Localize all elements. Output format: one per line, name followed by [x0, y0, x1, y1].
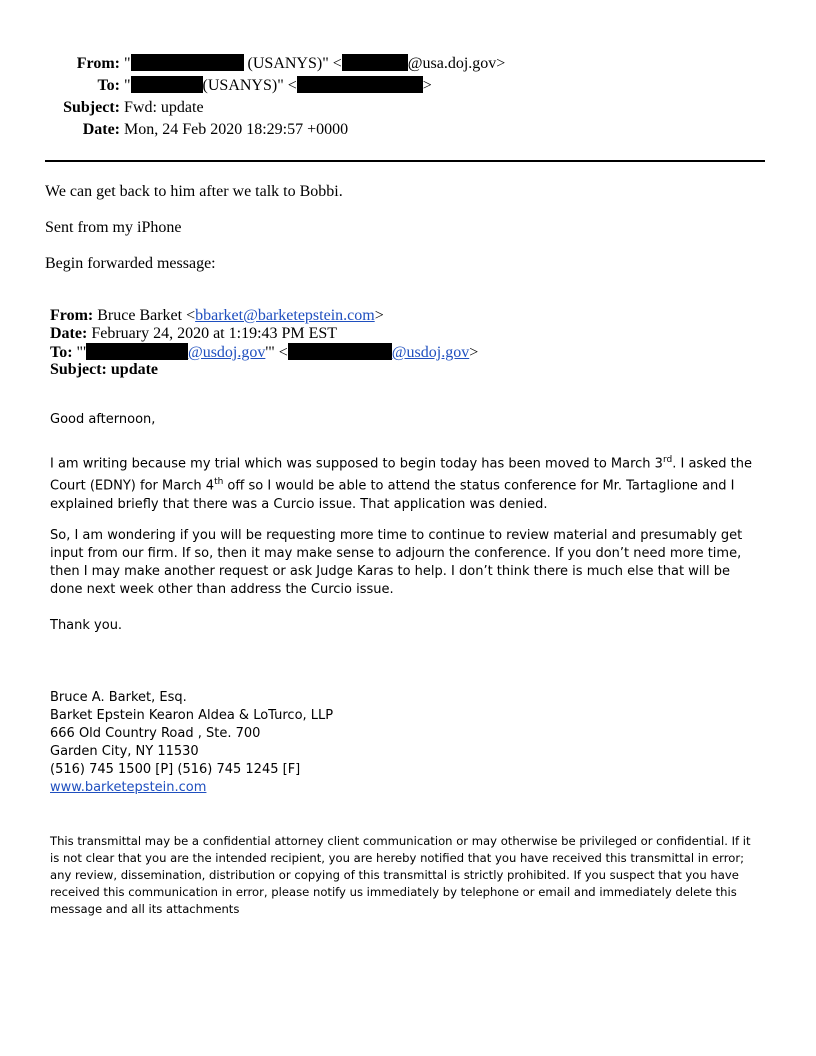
redaction-box [342, 54, 408, 71]
closing: Thank you. [50, 618, 123, 633]
subject-value: Fwd: update [124, 99, 204, 116]
recipient-email-link-2[interactable]: @usdoj.gov [391, 344, 470, 361]
fwd-to-label: To: [50, 344, 73, 361]
fwd-subject-row: Subject: update [50, 361, 159, 378]
fwd-subject-label: Subject: [50, 361, 107, 378]
redaction-box [288, 343, 392, 360]
forwarded-intro: Begin forwarded message: [45, 255, 216, 272]
signature-firm: Barket Epstein Kearon Aldea & LoTurco, LLP [50, 708, 334, 723]
fwd-from-label: From: [50, 307, 94, 324]
greeting: Good afternoon, [50, 412, 156, 427]
confidentiality-disclaimer: This transmittal may be a confidential attorney client communication or may otherwise be privileged or confidential. If it is not clear that you are the intended recipient, you are hereby notified that you have received this transmittal in error; any review, dissemination, distribution or copying of this transmittal is strictly prohibited. If you suspect that you have received this communication in error, please notify us immediately by telephone or email and immediately delete this message and all its attachments [50, 834, 751, 916]
signature-block [50, 689, 762, 797]
to-value: " (USANYS)" < > [124, 77, 432, 94]
forwarded-header [50, 307, 478, 379]
subject-label: Subject: [63, 99, 120, 116]
to-label: To: [97, 77, 120, 94]
redaction-box [86, 343, 188, 360]
redaction-box [131, 76, 203, 93]
fwd-date-row: Date: February 24, 2020 at 1:19:43 PM EST [50, 325, 338, 342]
redaction-box [131, 54, 244, 71]
message-line: We can get back to him after we talk to Bobbi. [45, 183, 343, 200]
from-value: " (USANYS)" < @usa.doj.gov> [124, 55, 506, 72]
fwd-from-row: From: Bruce Barket <bbarket@barketepstein.com> [50, 307, 384, 324]
sender-email-link[interactable]: bbarket@barketepstein.com [195, 307, 375, 324]
signature-phones: (516) 745 1500 [P] (516) 745 1245 [F] [50, 762, 301, 777]
recipient-email-link[interactable]: @usdoj.gov [187, 344, 266, 361]
signature-city: Garden City, NY 11530 [50, 744, 199, 759]
paragraph-2: So, I am wondering if you will be requesting more time to continue to review material and presumably get input from our firm. If so, then it may make sense to adjourn the conference. If you don’t need more time, then I may make another request or ask Judge Karas to help. I don’t think there is much else that will be done next week other than address the Curcio issue. [50, 528, 743, 597]
signature-name: Bruce A. Barket, Esq. [50, 690, 187, 705]
date-value: Mon, 24 Feb 2020 18:29:57 +0000 [124, 121, 349, 138]
redaction-box [297, 76, 423, 93]
sent-from-line: Sent from my iPhone [45, 219, 182, 236]
website-link[interactable]: www.barketepstein.com [50, 780, 207, 795]
fwd-date-label: Date: [50, 325, 88, 342]
from-label: From: [76, 55, 120, 72]
date-label: Date: [82, 121, 120, 138]
header-divider [45, 160, 765, 162]
signature-street: 666 Old Country Road , Ste. 700 [50, 726, 261, 741]
fwd-to-row: To: "' @usdoj.gov'" < @usdoj.gov> [50, 344, 479, 361]
paragraph-1: I am writing because my trial which was supposed to begin today has been moved to March 3rd. I asked the Court (EDNY) for March 4th off so I would be able to attend the status conference for Mr. Tartaglione and I explained briefly that there was a Curcio issue. That application was denied. [50, 455, 752, 512]
